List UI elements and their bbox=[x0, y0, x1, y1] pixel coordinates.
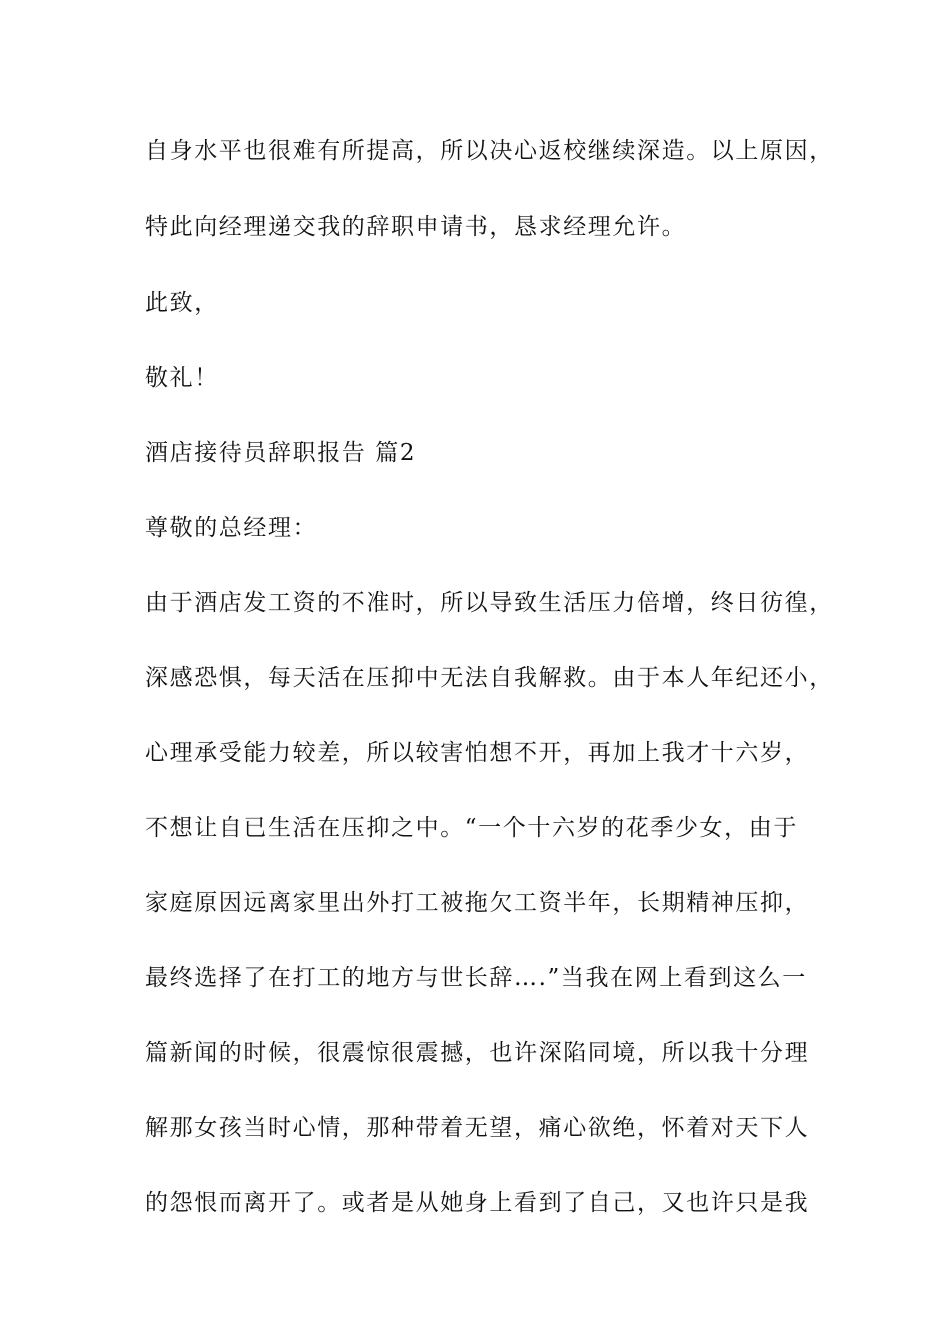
body-text-line: 自身水平也很难有所提高，所以决心返校继续深造。以上原因， bbox=[145, 138, 834, 164]
body-text-line: 篇新闻的时候，很震惊很震撼，也许深陷同境，所以我十分理 bbox=[145, 1040, 810, 1066]
body-text-line: 深感恐惧，每天活在压抑中无法自我解救。由于本人年纪还小， bbox=[145, 665, 834, 691]
body-text-line: 家庭原因远离家里出外打工被拖欠工资半年，长期精神压抑， bbox=[145, 890, 810, 916]
body-text-line: 解那女孩当时心情，那种带着无望，痛心欲绝，怀着对天下人 bbox=[145, 1115, 810, 1141]
body-text-line: 的怨恨而离开了。或者是从她身上看到了自己，又也许只是我 bbox=[145, 1190, 810, 1216]
closing-regards: 敬礼！ bbox=[145, 365, 219, 391]
body-text-line: 不想让自已生活在压抑之中。“一个十六岁的花季少女，由于 bbox=[145, 815, 798, 841]
body-text-line: 特此向经理递交我的辞职申请书，恳求经理允许。 bbox=[145, 214, 687, 240]
body-text-line: 心理承受能力较差，所以较害怕想不开，再加上我才十六岁， bbox=[145, 740, 810, 766]
body-text-line: 最终选择了在打工的地方与世长辞….”当我在网上看到这么一 bbox=[145, 965, 807, 991]
body-text-line: 由于酒店发工资的不准时，所以导致生活压力倍增，终日彷徨， bbox=[145, 590, 834, 616]
closing-salutation: 此致， bbox=[145, 290, 219, 316]
section-heading: 酒店接待员辞职报告 篇2 bbox=[145, 440, 417, 466]
greeting: 尊敬的总经理： bbox=[145, 515, 318, 541]
